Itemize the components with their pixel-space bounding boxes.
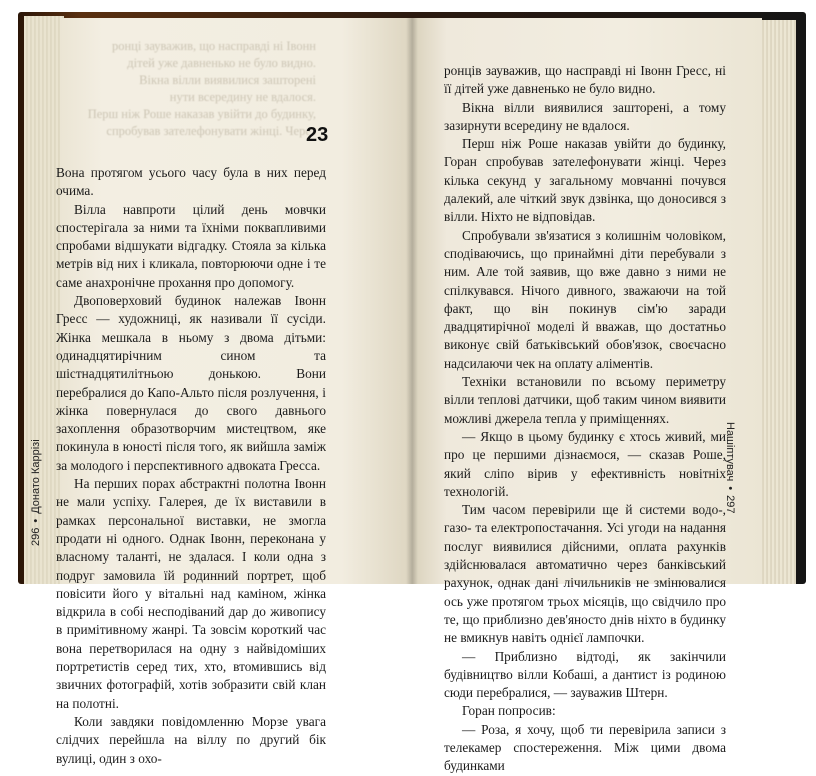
paragraph: ронців зауважив, що насправді ні Івонн Гресс, ні її дітей уже давненько не було видно. [444, 63, 726, 97]
paragraph: Вікна вілли виявилися зашторені, а тому зазирнути всередину не вдалося. [444, 99, 726, 133]
ghost-line: Вікна вілли виявилися зашторені [139, 73, 316, 87]
ghost-line: нути всередину не вдалося. [169, 90, 316, 104]
paragraph: — Приблизно відтоді, як закінчили будівництво вілли Кобаші, а дантист із родиною сюди перебралися, — зауважив Штерн. [444, 648, 726, 701]
show-through-text [56, 38, 316, 140]
page-edges-right [760, 20, 796, 584]
left-page-text [56, 164, 326, 768]
ghost-line: ронці зауважив, що насправді ні Івонн [111, 39, 316, 53]
paragraph: Тим часом перевірили ще й системи водо-, газо- та електропостачання. Усі угоди на надання послуг виявилися дійсними, оплата рахунків здійснювалася автоматично через банківський рахунок, однак дані лічильників не змінювалися ось уже протягом трьох місяців, що свідчило про те, що приблизно дев'яносто днів ніхто в будинку не вмикнув навіть однієї лампочки. [444, 502, 726, 646]
running-title: Нашіптувач [724, 422, 736, 482]
chapter-number: 23 [306, 124, 329, 146]
page-number: 297 [724, 495, 736, 514]
paragraph: Горан попросив: [462, 703, 556, 719]
paragraph: На перших порах абстрактні полотна Івонн не мали успіху. Галерея, де їх виставили в рамках персональної виставки, не змогла продати ні одного. Однак Івонн, переконана у власному таланті, не здалася. І коли одна з подруг замовила їй родинний портрет, щоб повісити його у вітальні над каміном, жінка відкрила в собі несподіваний дар до живопису в примітивному жанрі. Та зовсім короткий час вона перетворилася на одну з найвідоміших портретистів серед тих, хто, втомившись від звичних фотографій, хотів зобразити свій клан на полотні. [56, 476, 326, 711]
paragraph: — Якщо в цьому будинку є хтось живий, ми про це першими дізнаємося, — сказав Роше, який сліпо вірив у ефективність новітніх технологій. [444, 428, 726, 499]
paragraph: Спробували зв'язатися з колишнім чоловіком, сподіваючись, що принаймні діти перебували з ним. Але той заявив, що вже давно з ними не спілкувався. Нічого дивного, зважаючи на той факт, що він покинув сім'ю заради двадцятирічної моделі й вважав, що достатньо виконує свій батьківський обов'язок, своєчасно надсилаючи чек на оплату аліментів. [444, 227, 726, 371]
separator-dot: • [724, 486, 736, 491]
page-number: 296 [30, 527, 42, 546]
right-page-content [412, 18, 762, 774]
paragraph: Перш ніж Роше наказав увійти до будинку, Горан спробував зателефонувати жінці. Через кілька секунд у загальному мовчанні почувся далекий, але чіткий звук дзвінка, що доносився з вілли. Ніхто не відповідав. [444, 136, 726, 225]
paragraph: Вілла навпроти цілий день мовчки спостерігала за ними та їхніми поквапливими спробами відшукати відгадку. Стояла за кілька метрів від них і кликала, повторюючи одне і те саме анахронічне прохання про допомогу. [56, 201, 326, 290]
paragraph: Вона протягом усього часу була в них перед очима. [56, 165, 326, 199]
ghost-line: дітей уже давненько не було видно. [127, 56, 316, 70]
left-page-footer [30, 439, 42, 546]
paragraph: — Роза, я хочу, щоб ти перевірила записи з телекамер спостереження. Між цими двома будинками [444, 721, 726, 774]
paragraph: Двоповерховий будинок належав Івонн Гресс — художниці, як називали її сусіди. Жінка мешкала в ньому з двома дітьми: одинадцятирічним сином та шістнадцятилітньою донькою. Вони перебралися до Капо-Альто після розлучення, і жінка повернулася до свого давнього захоплення образотворчим мистецтвом, яке покинула в юності після того, як вийшла заміж за молодого і перспективного адвоката Гресса. [56, 293, 326, 473]
right-page-header [724, 422, 736, 514]
ghost-line: спробував зателефонувати жінці. Через [106, 124, 316, 138]
paragraph: Техніки встановили по всьому периметру вілли теплові датчики, щоб таким чином виявити можливі джерела тепла у приміщеннях. [444, 374, 726, 426]
paragraph: Коли завдяки повідомленню Морзе увага слідчих перейшла на віллу по другий бік вулиці, один з охо- [56, 713, 326, 766]
author-name: Донато Каррізі [30, 439, 42, 514]
right-page-text [444, 62, 726, 776]
separator-dot: • [30, 518, 42, 523]
ghost-line: Перш ніж Роше наказав увійти до будинку, [87, 107, 316, 121]
